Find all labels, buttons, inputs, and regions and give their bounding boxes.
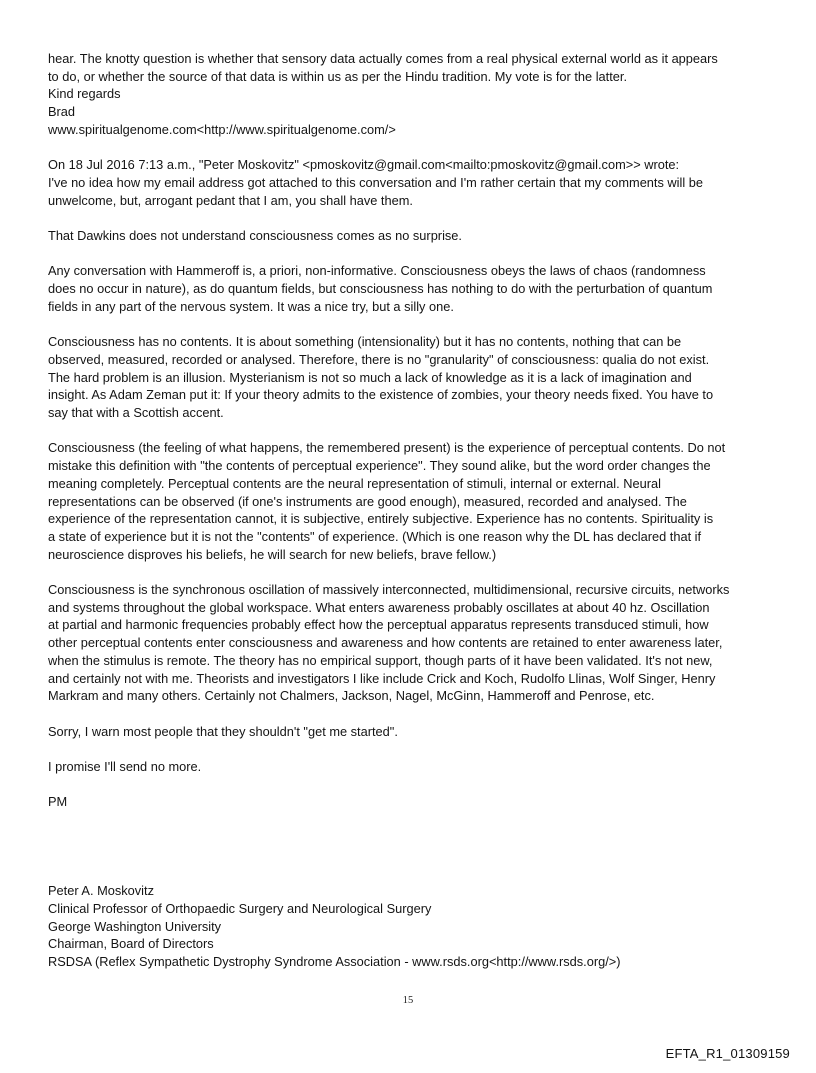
text-line: at partial and harmonic frequencies probably effect how the perceptual apparatus represents transduced stimuli, how xyxy=(48,617,709,633)
text-line: I promise I'll send no more. xyxy=(48,759,202,774)
signature-block xyxy=(48,882,778,971)
signature-role: Chairman, Board of Directors xyxy=(48,936,214,952)
text-line: Consciousness has no contents. It is about something (intensionality) but it has no contents, nothing that can be xyxy=(48,334,682,350)
text-line: fields in any part of the nervous system. It was a nice try, but a silly one. xyxy=(48,298,454,314)
email-body xyxy=(48,50,778,971)
paragraph-oscillation xyxy=(48,581,778,705)
text-line: Any conversation with Hammeroff is, a priori, non-informative. Consciousness obeys the laws of chaos (randomness xyxy=(48,263,706,279)
reply-header xyxy=(48,156,778,209)
text-line: when the stimulus is remote. The theory has no empirical support, though parts of it have been validated. It's not new, xyxy=(48,652,713,668)
closing: Kind regards xyxy=(48,86,121,102)
signature-organization: RSDSA (Reflex Sympathetic Dystrophy Syndrome Association - www.rsds.org<http://www.rsds.org/>) xyxy=(48,953,621,969)
text-line: hear. The knotty question is whether that sensory data actually comes from a real physical external world as it appears xyxy=(48,51,718,66)
paragraph-promise xyxy=(48,758,778,776)
paragraph-feeling xyxy=(48,439,778,563)
text-line: does no occur in nature), as do quantum fields, but consciousness has nothing to do with the perturbation of quantum xyxy=(48,281,713,297)
signature-institution: George Washington University xyxy=(48,918,222,934)
text-line: Sorry, I warn most people that they shouldn't "get me started". xyxy=(48,723,398,739)
text-line: experience of the representation cannot, it is subjective, entirely subjective. Experience has no contents. Spirituality is xyxy=(48,511,714,527)
page-number: 15 xyxy=(402,995,414,1006)
text-line: insight. As Adam Zeman put it: If your theory admits to the existence of zombies, your theory needs fixed. You have to xyxy=(48,387,714,403)
text-line: unwelcome, but, arrogant pedant that I am, you shall have them. xyxy=(48,192,413,208)
signature-spacer xyxy=(48,811,778,882)
sender-initials: PM xyxy=(48,794,68,810)
text-line: and systems throughout the global workspace. What enters awareness probably oscillates at about 40 hz. Oscillation xyxy=(48,599,710,615)
text-line: That Dawkins does not understand consciousness comes as no surprise. xyxy=(48,228,462,243)
text-line: to do, or whether the source of that data is within us as per the Hindu tradition. My vote is for the latter. xyxy=(48,68,628,84)
text-line: and certainly not with me. Theorists and investigators I like include Crick and Koch, Rudolfo Llinas, Wolf Singer, Henry xyxy=(48,670,716,686)
quote-attribution: On 18 Jul 2016 7:13 a.m., "Peter Moskovitz" <pmoskovitz@gmail.com<mailto:pmoskovitz@gmail.com>> wrote: xyxy=(48,157,680,173)
previous-message-tail xyxy=(48,50,778,139)
sender-name: Brad xyxy=(48,104,76,120)
bates-number: EFTA_R1_01309159 xyxy=(665,1046,790,1061)
paragraph-hammeroff xyxy=(48,262,778,315)
paragraph-sorry xyxy=(48,723,778,741)
paragraph-dawkins xyxy=(48,227,778,245)
text-line: other perceptual contents enter consciousness and awareness and how contents are retained to enter awareness later, xyxy=(48,635,723,651)
text-line: I've no idea how my email address got attached to this conversation and I'm rather certain that my comments will be xyxy=(48,174,703,190)
text-line: representations can be observed (if one's instruments are good enough), measured, recorded and analysed. The xyxy=(48,493,687,509)
text-line: neuroscience disproves his beliefs, he will search for new beliefs, brave fellow.) xyxy=(48,546,497,562)
text-line: mistake this definition with "the contents of perceptual experience". They sound alike, but the word order changes the xyxy=(48,458,711,474)
text-line: Consciousness is the synchronous oscillation of massively interconnected, multidimensional, recursive circuits, networks xyxy=(48,582,730,597)
text-line: The hard problem is an illusion. Mysterianism is not so much a lack of knowledge as it is a lack of imagination and xyxy=(48,369,692,385)
text-line: Markram and many others. Certainly not Chalmers, Jackson, Nagel, McGinn, Hammeroff and Penrose, etc. xyxy=(48,688,655,704)
signature-name: Peter A. Moskovitz xyxy=(48,883,154,899)
text-line: observed, measured, recorded or analysed. Therefore, there is no "granularity" of consciousness: qualia do not exist. xyxy=(48,351,710,367)
text-line: say that with a Scottish accent. xyxy=(48,405,224,420)
text-line: meaning completely. Perceptual contents are the neural representation of stimuli, internal or external. Neural xyxy=(48,475,661,491)
sender-website: www.spiritualgenome.com<http://www.spiritualgenome.com/> xyxy=(48,121,396,137)
paragraph-no-contents xyxy=(48,333,778,422)
text-line: Consciousness (the feeling of what happens, the remembered present) is the experience of perceptual contents. Do not xyxy=(48,440,726,456)
signature-title: Clinical Professor of Orthopaedic Surgery and Neurological Surgery xyxy=(48,900,432,916)
text-line: a state of experience but it is not the "contents" of experience. (Which is one reason why the DL has declared that if xyxy=(48,528,702,544)
initials xyxy=(48,793,778,811)
